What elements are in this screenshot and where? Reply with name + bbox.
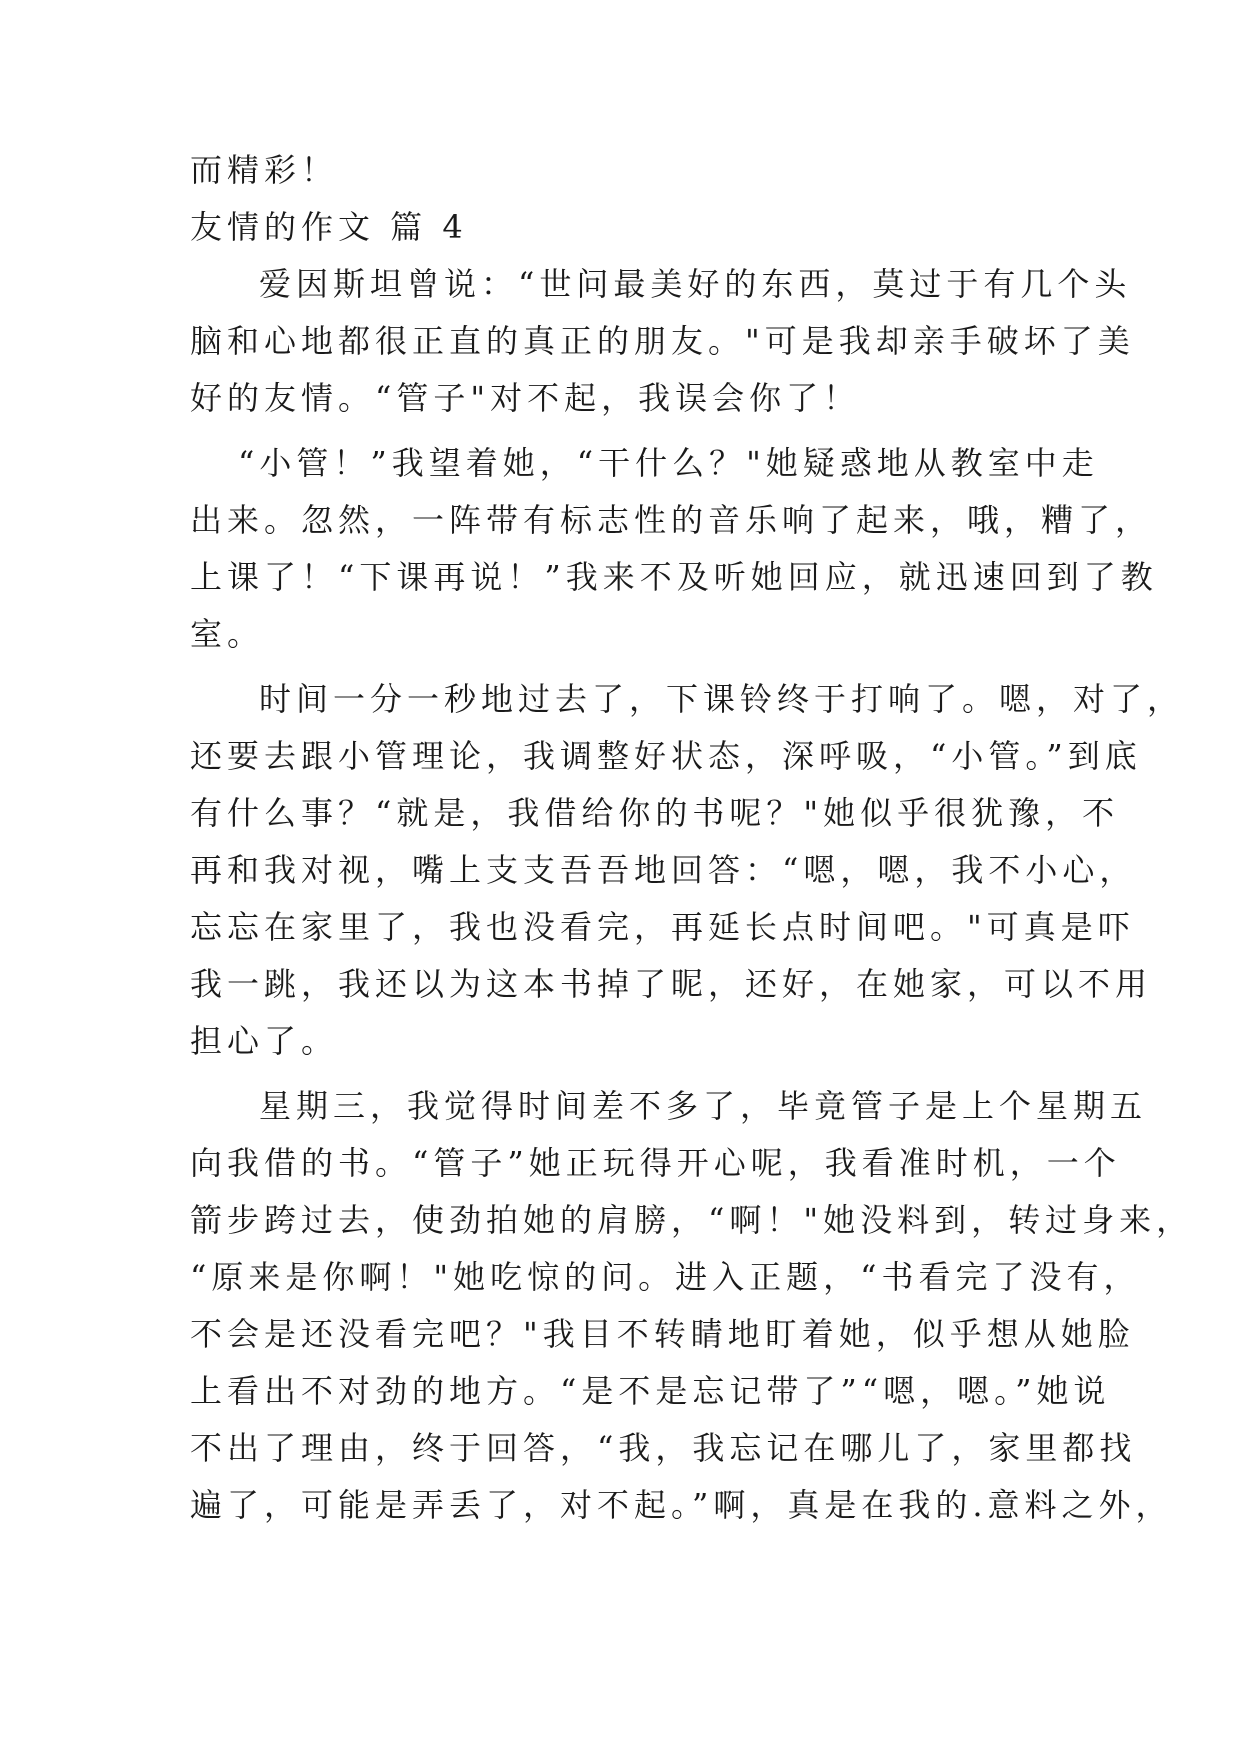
paragraph-line: 室。 xyxy=(190,615,265,653)
paragraph-line: 上看出不对劲的地方。“是不是忘记带了”“嗯，嗯。”她说 xyxy=(190,1372,1111,1410)
paragraph-4 xyxy=(190,1078,1194,1534)
paragraph-line: 我一跳，我还以为这本书掉了昵，还好，在她家，可以不用 xyxy=(190,965,1153,1003)
paragraph-line: 时间一分一秒地过去了，下课铃终于打响了。嗯，对了， xyxy=(259,680,1185,718)
paragraph-line: 不出了理由，终于回答，“我，我忘记在哪儿了，家里都找 xyxy=(190,1429,1137,1467)
paragraph-line: 不会是还没看完吧？"我目不转睛地盯着她，似乎想从她脸 xyxy=(190,1315,1135,1353)
section-title: 友情的作文 篇 4 xyxy=(190,208,468,246)
intro-tail-line: 而精彩！ xyxy=(190,151,339,189)
document-body xyxy=(190,142,1194,1534)
paragraph-line: 脑和心地都很正直的真正的朋友。"可是我却亲手破坏了美 xyxy=(190,322,1135,360)
paragraph-line: 有什么事？“就是，我借给你的书呢？"她似乎很犹豫，不 xyxy=(190,794,1120,832)
paragraph-line: 箭步跨过去，使劲拍她的肩膀，“啊！"她没料到，转过身来， xyxy=(190,1201,1194,1239)
paragraph-line: 向我借的书。“管子”她正玩得开心呢，我看准时机，一个 xyxy=(190,1144,1121,1182)
paragraph-line: 好的友情。“管子"对不起，我误会你了！ xyxy=(190,379,861,417)
paragraph-2 xyxy=(190,435,1158,663)
paragraph-line: 爱因斯坦曾说：“世问最美好的东西，莫过于有几个头 xyxy=(259,265,1132,303)
paragraph-line: 星期三，我觉得时间差不多了，毕竟管子是上个星期五 xyxy=(259,1087,1148,1125)
paragraph-1 xyxy=(190,256,1135,427)
paragraph-line: 担心了。 xyxy=(190,1022,339,1060)
paragraph-line: 忘忘在家里了，我也没看完，再延长点时间吧。"可真是吓 xyxy=(190,908,1135,946)
paragraph-line: “原来是你啊！"她吃惊的问。进入正题，“书看完了没有， xyxy=(190,1258,1141,1296)
paragraph-line: 还要去跟小管理论，我调整好状态，深呼吸，“小管。”到底 xyxy=(190,737,1142,775)
paragraph-3 xyxy=(190,671,1185,1070)
paragraph-line: 再和我对视，嘴上支支吾吾地回答：“嗯，嗯，我不小心， xyxy=(190,851,1137,889)
paragraph-line: 上课了！“下课再说！”我来不及听她回应，就迅速回到了教 xyxy=(190,558,1158,596)
paragraph-line: “小管！”我望着她，“干什么？"她疑惑地从教室中走 xyxy=(238,444,1099,482)
paragraph-line: 出来。忽然，一阵带有标志性的音乐响了起来，哦，糟了， xyxy=(190,501,1153,539)
paragraph-line: 遍了，可能是弄丢了，对不起。”啊，真是在我的.意料之外， xyxy=(190,1486,1173,1524)
